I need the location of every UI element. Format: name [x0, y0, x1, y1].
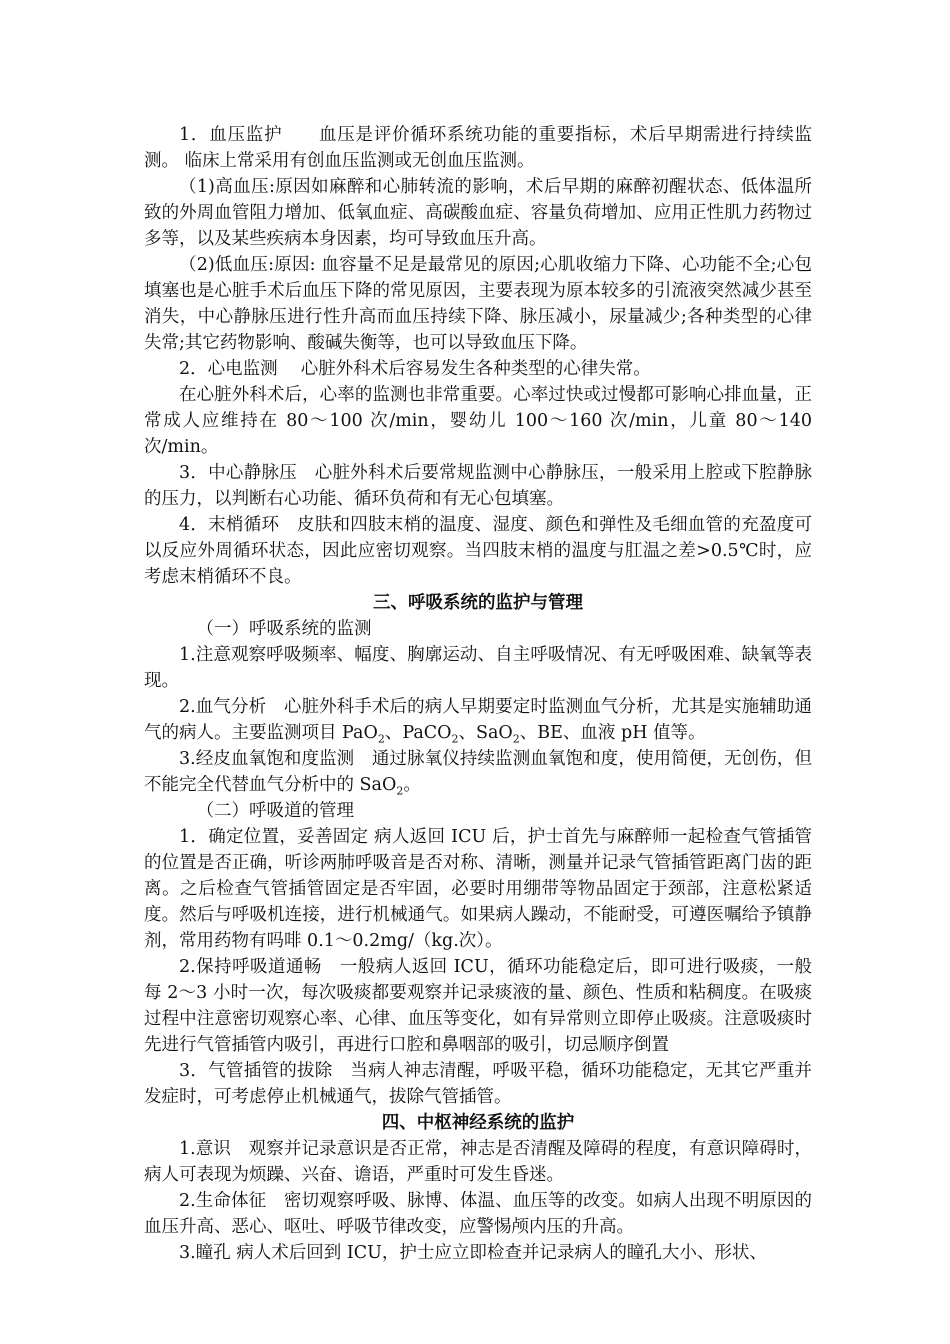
subscript-2: 2: [451, 732, 459, 746]
paragraph-observe-breathing: 1.注意观察呼吸频率、幅度、胸廓运动、自主呼吸情况、有无呼吸困难、缺氧等表现。: [144, 645, 812, 691]
blood-gas-text-3: 、SaO: [458, 723, 513, 743]
section-heading-cns: 四、中枢神经系统的监护: [381, 1113, 575, 1133]
blood-gas-text-2: 、PaCO: [384, 723, 452, 743]
paragraph-vital-signs: 2.生命体征 密切观察呼吸、脉博、体温、血压等的改变。如病人出现不明原因的血压升高、恶心、呕吐、呼吸节律改变，应警惕颅内压的升高。: [144, 1191, 812, 1237]
subscript-2: 2: [396, 784, 404, 798]
paragraph-consciousness: 1.意识 观察并记录意识是否正常，神志是否清醒及障碍的程度，有意识障碍时，病人可表现为烦躁、兴奋、谵语，严重时可发生昏迷。: [144, 1139, 812, 1185]
paragraph-fixation: 1．确定位置，妥善固定 病人返回 ICU 后，护士首先与麻醉师一起检查气管插管的位置是否正确，听诊两肺呼吸音是否对称、清晰，测量并记录气管插管距离门齿的距离。之后检查气管插管固定是否牢固，必要时用绷带等物品固定于颈部，注意松紧适度。然后与呼吸机连接，进行机械通气。如果病人躁动，不能耐受，可遵医嘱给予镇静剂，常用药物有吗啡 0.1～0.2mg/（kg.次）。: [144, 827, 812, 951]
paragraph-pupils: 3.瞳孔 病人术后回到 ICU，护士应立即检查并记录病人的瞳孔大小、形状、: [179, 1243, 767, 1263]
pulse-ox-text-1: 3.经皮血氧饱和度监测 通过脉氧仪持续监测血氧饱和度，使用简便，无创伤，但不能完全代替血气分析中的 SaO: [144, 749, 812, 795]
paragraph-ecg: 2．心电监测 心脏外科术后容易发生各种类型的心律失常。: [179, 359, 651, 379]
paragraph-blood-gas: [144, 694, 812, 746]
paragraph-cvp: 3．中心静脉压 心脏外科术后要常规监测中心静脉压，一般采用上腔或下腔静脉的压力，以判断右心功能、循环负荷和有无心包填塞。: [144, 463, 812, 509]
document-body: [144, 122, 812, 1266]
blood-gas-text-1: 2.血气分析 心脏外科手术后的病人早期要定时监测血气分析，尤其是实施辅助通气的病人。主要监测项目 PaO: [144, 697, 812, 743]
paragraph-peripheral-circulation: 4．末梢循环 皮肤和四肢末梢的温度、湿度、颜色和弹性及毛细血管的充盈度可以反应外周循环状态，因此应密切观察。当四肢末梢的温度与肛温之差>0.5℃时，应考虑末梢循环不良。: [144, 515, 812, 587]
section-heading-respiratory: 三、呼吸系统的监护与管理: [373, 593, 583, 613]
paragraph-pulse-oximetry: [144, 746, 812, 798]
paragraph-hypertension: （1)高血压:原因如麻醉和心肺转流的影响，术后早期的麻醉初醒状态、低体温所致的外周血管阻力增加、低氧血症、高碳酸血症、容量负荷增加、应用正性肌力药物过多等，以及某些疾病本身因素，均可导致血压升高。: [144, 177, 812, 249]
subscript-2: 2: [377, 732, 385, 746]
paragraph-airway-patency: 2.保持呼吸道通畅 一般病人返回 ICU，循环功能稳定后，即可进行吸痰，一般每 2～3 小时一次，每次吸痰都要观察并记录痰液的量、颜色、性质和粘稠度。在吸痰过程中注意密切观察心率、心律、血压等变化，如有异常则立即停止吸痰。注意吸痰时先进行气管插管内吸引，再进行口腔和鼻咽部的吸引，切忌顺序倒置: [144, 957, 812, 1055]
subscript-2: 2: [512, 732, 520, 746]
paragraph-hypotension: （2)低血压:原因: 血容量不足是最常见的原因;心肌收缩力下降、心功能不全;心包填塞也是心脏手术后血压下降的常见原因，主要表现为原本较多的引流液突然减少甚至消失，中心静脉压进行性升高而血压持续下降、脉压减小，尿量减少;各种类型的心律失常;其它药物影响、酸碱失衡等，也可以导致血压下降。: [144, 255, 812, 353]
subsection-respiratory-monitoring: （一）呼吸系统的监测: [196, 619, 372, 639]
paragraph-extubation: 3．气管插管的拔除 当病人神志清醒，呼吸平稳，循环功能稳定，无其它严重并发症时，可考虑停止机械通气，拔除气管插管。: [144, 1061, 812, 1107]
paragraph-blood-pressure: 1．血压监护 血压是评价循环系统功能的重要指标，术后早期需进行持续监测。 临床上常采用有创血压监测或无创血压监测。: [144, 125, 812, 171]
paragraph-heart-rate: 在心脏外科术后，心率的监测也非常重要。心率过快或过慢都可影响心排血量，正常成人应维持在 80～100 次/min，婴幼儿 100～160 次/min，儿童 80～140次/min。: [144, 385, 812, 457]
blood-gas-text-4: 、BE、血液 pH 值等。: [519, 723, 706, 743]
subsection-airway-management: （二）呼吸道的管理: [196, 801, 354, 821]
pulse-ox-text-2: 。: [403, 775, 421, 795]
